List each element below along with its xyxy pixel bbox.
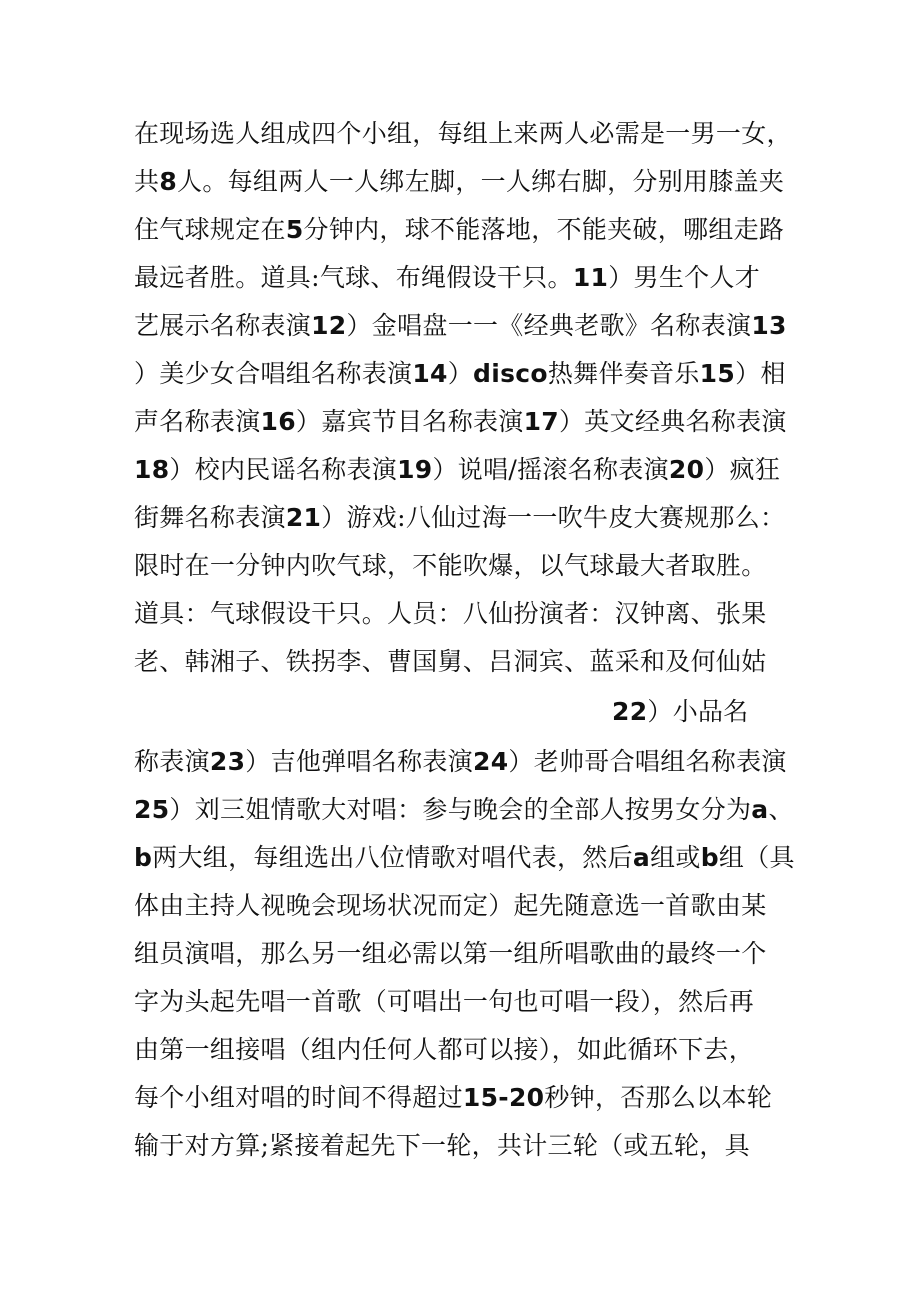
text-line [134,110,814,158]
text-run: ）金唱盘一一《经典老歌》名称表演 [346,311,752,340]
text-run: 艺展示名称表演 [134,311,312,340]
bold-number: 14 [412,359,448,388]
bold-number: 13 [751,311,787,340]
text-line [134,542,814,590]
text-run: ）英文经典名称表演 [559,407,787,436]
text-run: 最远者胜。道具:气球、布绳假设干只。 [134,263,573,292]
bold-number: 22 [612,697,648,726]
text-line [134,834,814,882]
text-run: 组或 [650,843,701,872]
text-run: ）疯狂 [704,455,781,484]
text-line [134,254,814,302]
text-run: ）美少女合唱组名称表演 [134,359,413,388]
text-run: ）校内民谣名称表演 [169,455,398,484]
text-run: ）游戏:八仙过海一一吹牛皮大赛规那么： [321,503,786,532]
text-line [134,786,814,834]
text-line [134,638,814,686]
text-run: 街舞名称表演 [134,503,286,532]
text-line [134,930,814,978]
bold-number: 18 [134,455,170,484]
text-run: 组（具 [718,843,795,872]
text-run: ）说唱/摇滚名称表演 [432,455,669,484]
bold-number: 17 [523,407,559,436]
bold-number: 15-20 [462,1083,545,1112]
text-run: 分钟内，球不能落地，不能夹破，哪组走路 [303,215,785,244]
bold-number: 20 [668,455,705,484]
text-run: 限时在一分钟内吹气球，不能吹爆，以气球最大者取胜。 [134,551,767,580]
text-run: ）刘三姐情歌大对唱：参与晚会的全部人按男女分为 [169,795,752,824]
bold-number: 5 [285,215,304,244]
text-run: 老、韩湘子、铁拐李、曹国舅、吕洞宾、蓝采和及何仙姑 [134,647,767,676]
bold-number: disco [473,359,548,388]
text-line [134,302,814,350]
text-run: ）老帅哥合唱组名称表演 [508,747,787,776]
text-run: ）嘉宾节目名称表演 [295,407,524,436]
text-run: 共 [134,167,160,196]
text-line [134,738,814,786]
text-run: ）男生个人才 [608,263,761,292]
text-line [612,688,812,736]
text-run: 输于对方算;紧接着起先下一轮，共计三轮（或五轮，具 [134,1131,750,1160]
bold-number: b [700,843,719,872]
bold-number: 23 [209,747,246,776]
text-run: 人。每组两人一人绑左脚，一人绑右脚，分别用膝盖夹 [177,167,785,196]
text-line [134,398,814,446]
bold-number: b [134,843,153,872]
text-line [134,446,814,494]
text-run: 两大组，每组选出八位情歌对唱代表，然后 [152,843,633,872]
text-run: 、 [768,795,794,824]
bold-number: a [751,795,769,824]
text-run: 道具：气球假设干只。人员：八仙扮演者：汉钟离、张果 [134,599,767,628]
text-line [134,158,814,206]
text-run: 热舞伴奏音乐 [547,359,700,388]
text-run: 秒钟，否那么以本轮 [544,1083,773,1112]
text-run: 声名称表演 [134,407,261,436]
text-run: 称表演 [134,747,210,776]
text-line [134,1026,814,1074]
text-run: ） [447,359,474,388]
bold-number: 16 [260,407,296,436]
text-run: ）小品名 [647,697,749,726]
bold-number: a [632,843,651,872]
text-run: 在现场选人组成四个小组，每组上来两人必需是一男一女， [134,119,792,148]
bold-number: 8 [159,167,178,196]
text-line [134,206,814,254]
bold-number: 21 [285,503,322,532]
text-run: 体由主持人视晚会现场状况而定）起先随意选一首歌由某 [134,891,767,920]
text-run: 由第一组接唱（组内任何人都可以接），如此循环下去， [134,1035,755,1064]
bold-number: 19 [397,455,433,484]
text-line [134,1074,814,1122]
text-run: ）相 [735,359,786,388]
bold-number: 25 [134,795,170,824]
text-run: 住气球规定在 [134,215,286,244]
text-line [134,350,814,398]
text-run: 组员演唱，那么另一组必需以第一组所唱歌曲的最终一个 [134,939,767,968]
text-line [134,882,814,930]
bold-number: 12 [311,311,347,340]
text-run: ）吉他弹唱名称表演 [245,747,473,776]
text-line [134,978,814,1026]
text-run: 每个小组对唱的时间不得超过 [134,1083,463,1112]
bold-number: 15 [699,359,736,388]
text-line [134,494,814,542]
text-run: 字为头起先唱一首歌（可唱出一句也可唱一段），然后再 [134,987,755,1016]
bold-number: 11 [572,263,609,292]
bold-number: 24 [473,747,509,776]
text-line [134,1122,814,1170]
text-line [134,590,814,638]
